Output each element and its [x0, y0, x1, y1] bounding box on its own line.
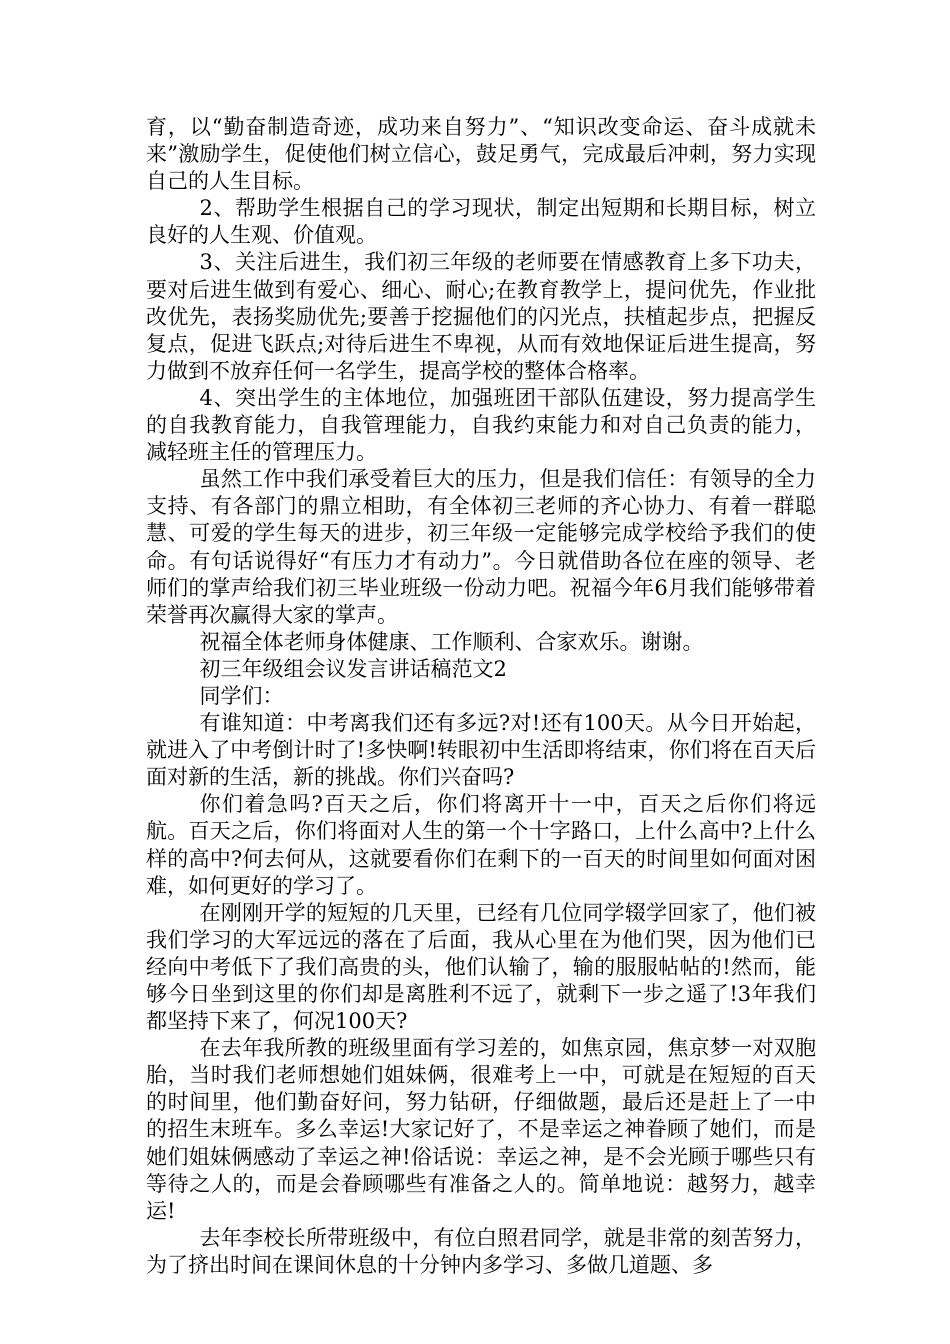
paragraph: 去年李校长所带班级中，有位白照君同学，就是非常的刻苦努力，为了挤出时间在课间休息的十分钟内多学习、多做几道题、多	[146, 1225, 816, 1277]
paragraph: 在去年我所教的班级里面有学习差的，如焦京园，焦京梦一对双胞胎，当时我们老师想她们姐妹俩，很难考上一中，可就是在短短的百天的时间里，他们勤奋好问，努力钻研，仔细做题，最后还是赶上了一中的招生末班车。多么幸运!大家记好了，不是幸运之神眷顾了她们，而是她们姐妹俩感动了幸运之神!俗话说：幸运之神，是不会光顾于哪些只有等待之人的，而是会眷顾哪些有准备之人的。简单地说：越努力，越幸运!	[146, 1036, 816, 1223]
paragraph: 有谁知道：中考离我们还有多远?对!还有100天。从今日开始起，就进入了中考倒计时了!多快啊!转眼初中生活即将结束，你们将在百天后面对新的生活，新的挑战。你们兴奋吗?	[146, 711, 816, 790]
paragraph: 你们着急吗?百天之后，你们将离开十一中，百天之后你们将远航。百天之后，你们将面对人生的第一个十字路口，上什么高中?上什么样的高中?何去何从，这就要看你们在剩下的一百天的时间里如何面对困难，如何更好的学习了。	[146, 792, 816, 898]
paragraph: 3、关注后进生，我们初三年级的老师要在情感教育上多下功夫，要对后进生做到有爱心、细心、耐心;在教育教学上，提问优先，作业批改优先，表扬奖励优先;要善于挖掘他们的闪光点，扶植起步点，把握反复点，促进飞跃点;对待后进生不卑视，从而有效地保证后进生提高，努力做到不放弃任何一名学生，提高学校的整体合格率。	[146, 250, 816, 383]
paragraph: 4、突出学生的主体地位，加强班团干部队伍建设，努力提高学生的自我教育能力，自我管理能力，自我约束能力和对自己负责的能力，减轻班主任的管理压力。	[146, 385, 816, 465]
document-body	[146, 114, 816, 1279]
paragraph: 祝福全体老师身体健康、工作顺利、合家欢乐。谢谢。	[199, 629, 704, 654]
section-heading: 初三年级组会议发言讲话稿范文2	[199, 656, 507, 681]
paragraph: 虽然工作中我们承受着巨大的压力，但是我们信任：有领导的全力支持、有各部门的鼎立相助，有全体初三老师的齐心协力、有着一群聪慧、可爱的学生每天的进步，初三年级一定能够完成学校给予我们的使命。有句话说得好“有压力才有动力”。今日就借助各位在座的领导、老师们的掌声给我们初三毕业班级一份动力吧。祝福今年6月我们能够带着荣誉再次赢得大家的掌声。	[146, 467, 816, 627]
salutation: 同学们：	[199, 683, 284, 708]
paragraph: 2、帮助学生根据自己的学习现状，制定出短期和长期目标，树立良好的人生观、价值观。	[146, 196, 816, 248]
paragraph: 在刚刚开学的短短的几天里，已经有几位同学辍学回家了，他们被我们学习的大军远远的落在了后面，我从心里在为他们哭，因为他们已经向中考低下了我们高贵的头，他们认输了，输的服服帖帖的!然而，能够今日坐到这里的你们却是离胜利不远了，就剩下一步之遥了!3年我们都坚持下来了，何况100天?	[146, 900, 816, 1034]
paragraph: 育，以“勤奋制造奇迹，成功来自努力”、“知识改变命运、奋斗成就未来”激励学生，促使他们树立信心，鼓足勇气，完成最后冲刺，努力实现自己的人生目标。	[146, 115, 816, 194]
